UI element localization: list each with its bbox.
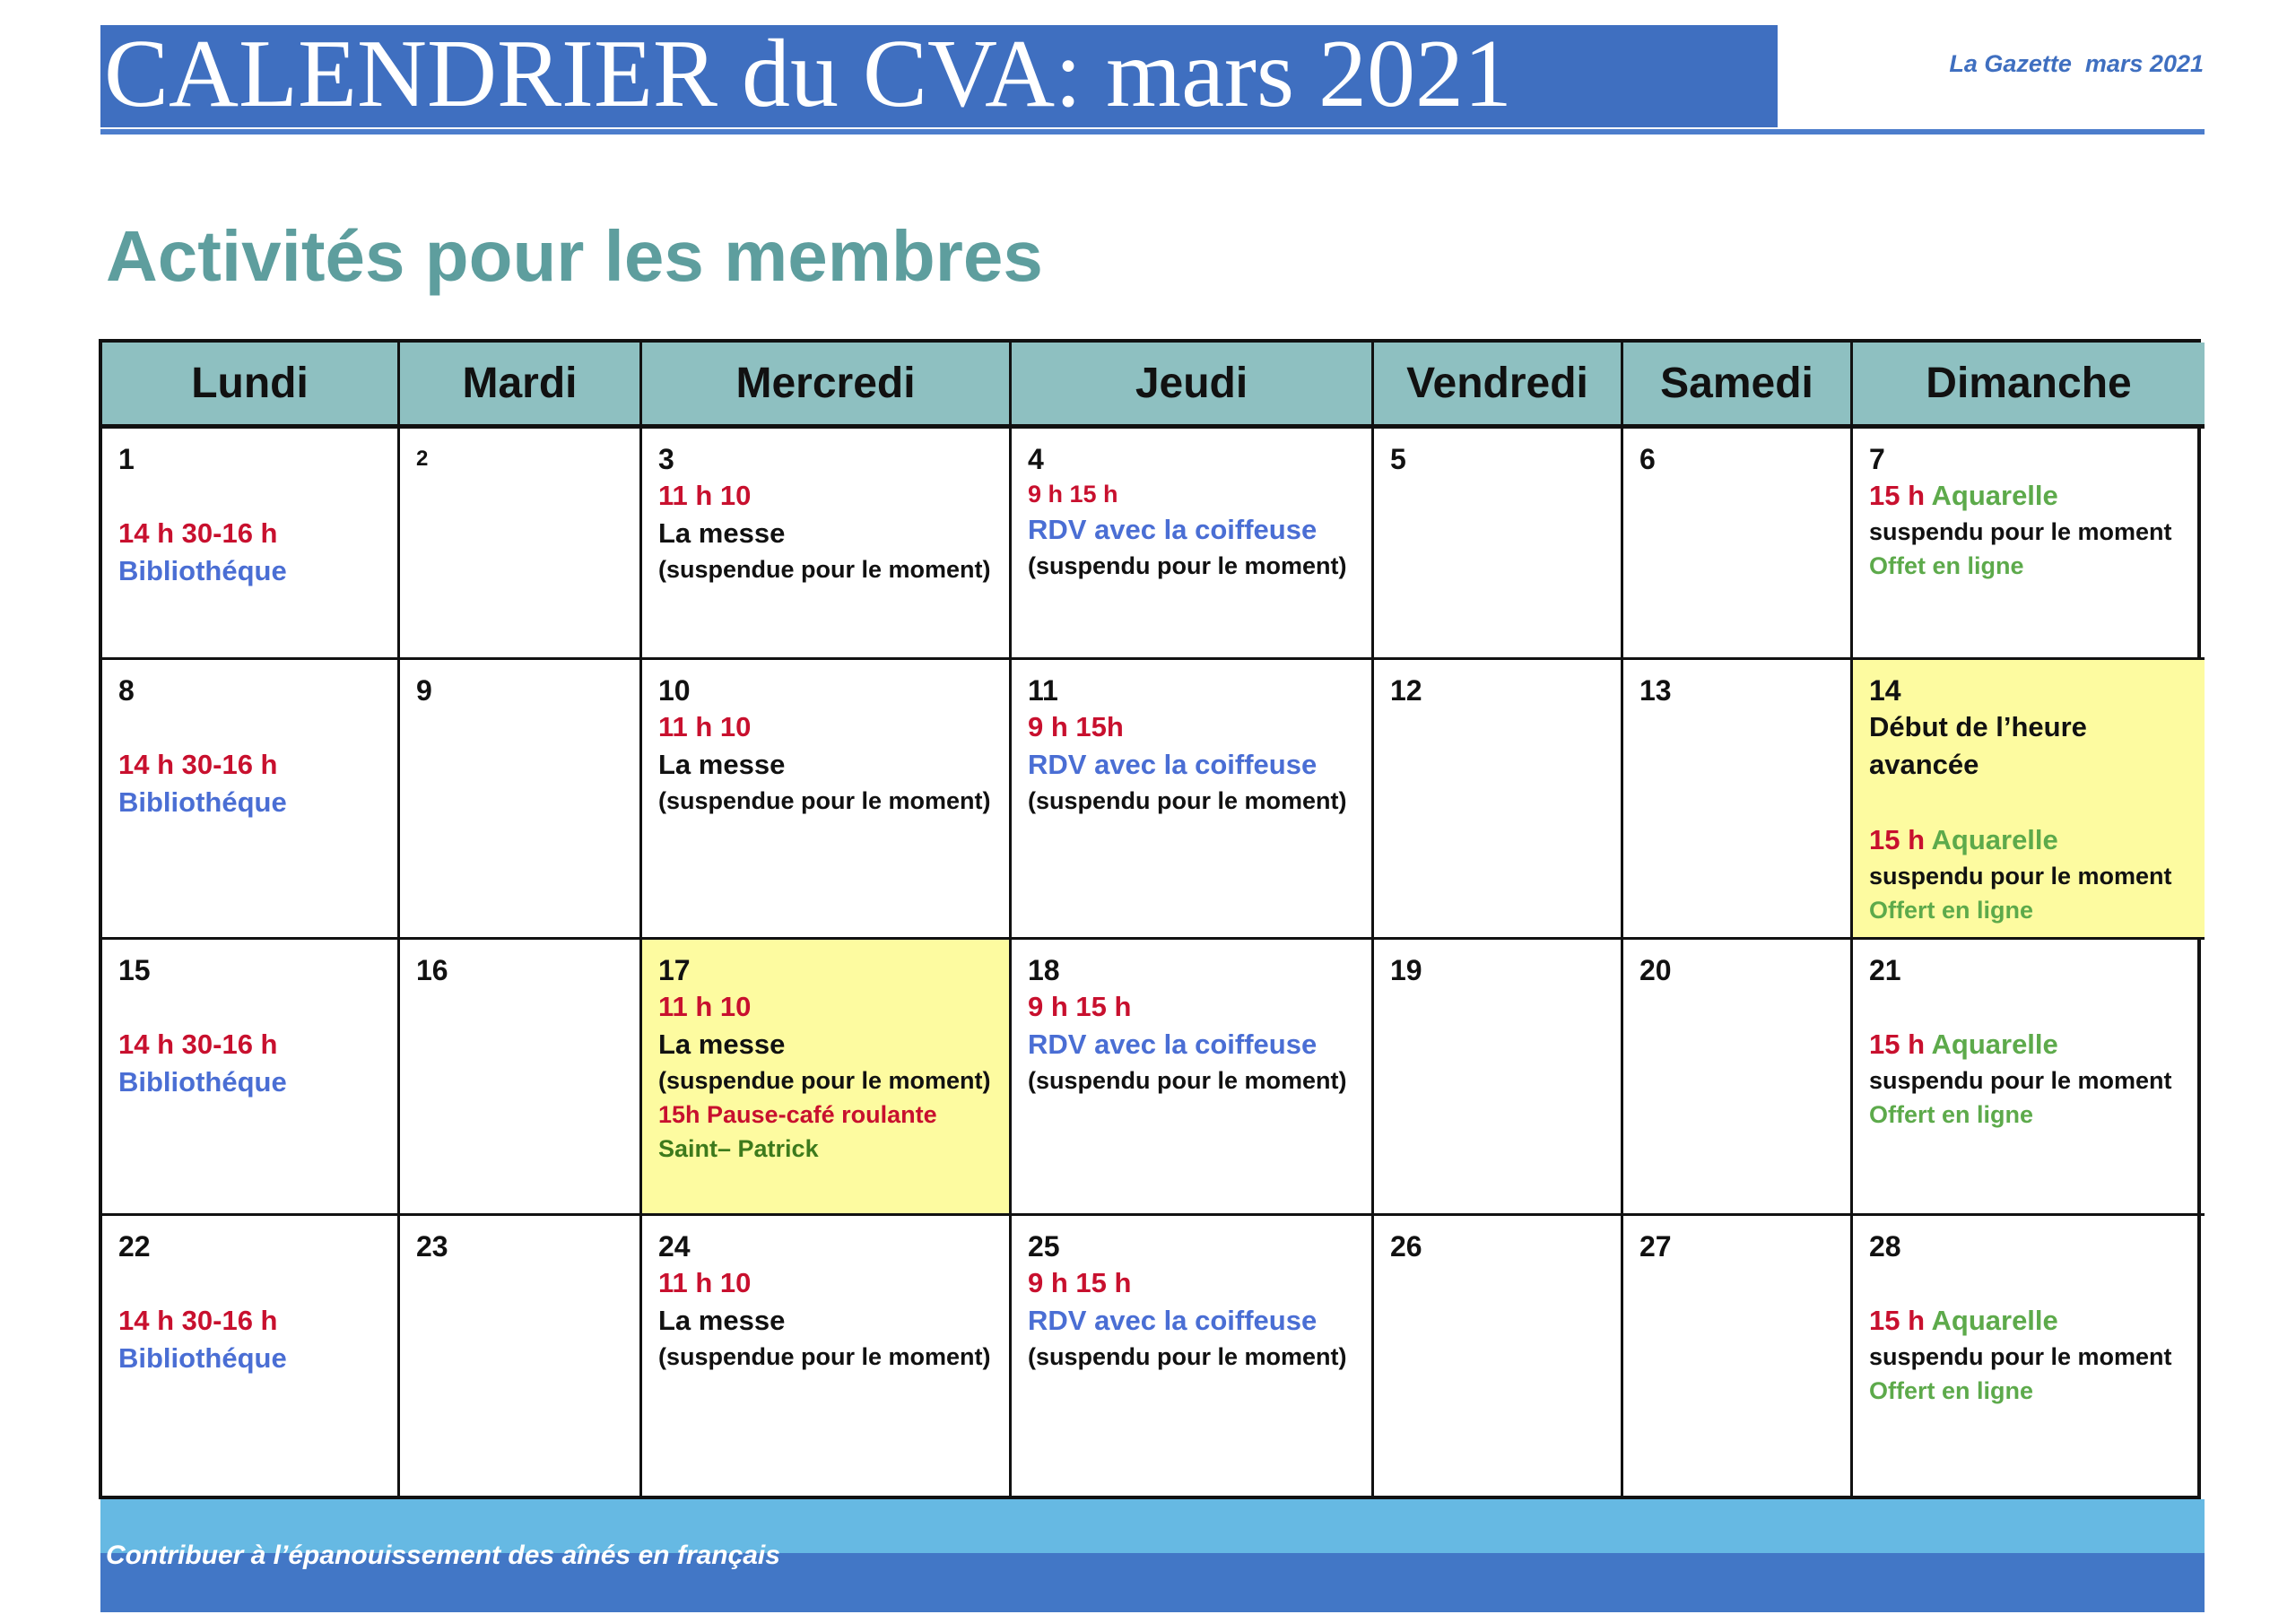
calendar-grid <box>99 339 2201 1499</box>
day-header: Dimanche <box>1853 343 2205 429</box>
event-line: Saint– Patrick <box>658 1135 819 1162</box>
spacer <box>118 1264 381 1302</box>
event-line: suspendu pour le moment <box>1869 1067 2172 1094</box>
event-line: Offet en ligne <box>1869 552 2024 579</box>
day-number: 4 <box>1028 443 1044 475</box>
event-line: (suspendu pour le moment) <box>1028 1343 1347 1370</box>
event-line: (suspendue pour le moment) <box>658 556 991 583</box>
day-number: 11 <box>1028 674 1058 707</box>
day-number: 6 <box>1639 443 1656 475</box>
day-cell <box>1623 940 1853 1216</box>
day-cell <box>1374 429 1623 660</box>
event-line <box>1869 821 2188 859</box>
gazette-label: La Gazette mars 2021 <box>1949 50 2204 77</box>
day-header: Vendredi <box>1374 343 1623 429</box>
day-number: 25 <box>1028 1230 1060 1263</box>
page-title: CALENDRIER du CVA: mars 2021 <box>104 21 1513 127</box>
event-line: 14 h 30-16 h <box>118 1028 278 1060</box>
day-cell <box>642 1216 1012 1503</box>
event-line: (suspendue pour le moment) <box>658 1343 991 1370</box>
day-number: 26 <box>1390 1230 1422 1263</box>
event-line: Bibliothéque <box>118 786 287 818</box>
event-line: suspendu pour le moment <box>1869 863 2172 890</box>
event-line: suspendu pour le moment <box>1869 1343 2172 1370</box>
event-text-part: 15 h <box>1869 1028 1932 1060</box>
day-cell <box>642 429 1012 660</box>
spacer <box>118 988 381 1026</box>
day-number: 1 <box>118 443 135 475</box>
event-line: 14 h 30-16 h <box>118 1305 278 1336</box>
spacer <box>118 708 381 746</box>
event-line: (suspendu pour le moment) <box>1028 1067 1347 1094</box>
day-cell <box>1623 1216 1853 1503</box>
day-number: 12 <box>1390 674 1422 707</box>
title-underline <box>100 129 2205 135</box>
day-cell <box>1374 940 1623 1216</box>
event-line: La messe <box>658 749 786 780</box>
event-line: La messe <box>658 1028 786 1060</box>
day-cell <box>1374 660 1623 940</box>
day-number: 27 <box>1639 1230 1672 1263</box>
event-line <box>1869 1026 2188 1063</box>
event-text-part: 15 h <box>1869 1305 1932 1336</box>
event-line: 15h Pause-café roulante <box>658 1101 937 1128</box>
spacer <box>1869 784 2188 821</box>
day-cell <box>400 660 642 940</box>
event-line: 9 h 15 h <box>1028 1267 1132 1298</box>
event-line: 9 h 15 h <box>1028 481 1118 508</box>
day-cell <box>1623 660 1853 940</box>
day-number: 14 <box>1869 674 1901 707</box>
day-cell <box>1853 429 2205 660</box>
day-cell <box>1012 660 1374 940</box>
day-cell <box>1853 940 2205 1216</box>
day-cell <box>1012 1216 1374 1503</box>
day-number: 18 <box>1028 954 1060 986</box>
day-header: Jeudi <box>1012 343 1374 429</box>
day-number: 24 <box>658 1230 691 1263</box>
event-line: 14 h 30-16 h <box>118 749 278 780</box>
event-line: 14 h 30-16 h <box>118 517 278 549</box>
day-cell <box>1012 429 1374 660</box>
day-cell <box>642 940 1012 1216</box>
day-header: Mardi <box>400 343 642 429</box>
event-line: Offert en ligne <box>1869 897 2034 924</box>
day-header: Lundi <box>102 343 400 429</box>
event-line: suspendu pour le moment <box>1869 518 2172 545</box>
day-cell <box>1853 660 2205 940</box>
event-line: (suspendu pour le moment) <box>1028 787 1347 814</box>
spacer <box>1869 988 2188 1026</box>
day-cell <box>1374 1216 1623 1503</box>
day-number: 3 <box>658 443 674 475</box>
day-cell <box>1623 429 1853 660</box>
day-cell <box>400 429 642 660</box>
event-line: RDV avec la coiffeuse <box>1028 1305 1318 1336</box>
event-line <box>1869 1302 2188 1340</box>
event-line: La messe <box>658 1305 786 1336</box>
event-line: RDV avec la coiffeuse <box>1028 749 1318 780</box>
event-line: 11 h 10 <box>658 480 752 511</box>
day-number: 16 <box>416 954 448 986</box>
day-number: 5 <box>1390 443 1406 475</box>
day-cell <box>1012 940 1374 1216</box>
day-number: 21 <box>1869 954 1901 986</box>
day-number: 15 <box>118 954 151 986</box>
day-number: 13 <box>1639 674 1672 707</box>
event-line: RDV avec la coiffeuse <box>1028 514 1318 545</box>
section-subtitle: Activités pour les membres <box>106 216 1043 296</box>
event-line: Offert en ligne <box>1869 1101 2034 1128</box>
day-number: 28 <box>1869 1230 1901 1263</box>
day-number: 7 <box>1869 443 1885 475</box>
event-line: La messe <box>658 517 786 549</box>
day-header: Mercredi <box>642 343 1012 429</box>
day-number: 9 <box>416 674 432 707</box>
footer-tagline: Contribuer à l’épanouissement des aînés en français <box>106 1541 780 1570</box>
event-line: avancée <box>1869 749 1979 780</box>
event-line: 9 h 15h <box>1028 711 1124 742</box>
event-line: 11 h 10 <box>658 991 752 1022</box>
event-text-part: Aquarelle <box>1931 1305 2058 1336</box>
event-text-part: Aquarelle <box>1931 1028 2058 1060</box>
event-text-part: 15 h <box>1869 824 1932 855</box>
spacer <box>1869 1264 2188 1302</box>
event-line: 11 h 10 <box>658 1267 752 1298</box>
day-number: 17 <box>658 954 691 986</box>
day-cell <box>400 1216 642 1503</box>
day-number: 23 <box>416 1230 448 1263</box>
event-line: Bibliothéque <box>118 1066 287 1098</box>
day-cell <box>642 660 1012 940</box>
event-line: Début de l’heure <box>1869 711 2087 742</box>
day-cell <box>400 940 642 1216</box>
event-text-part: 15 h <box>1869 480 1932 511</box>
event-line: Bibliothéque <box>118 1342 287 1374</box>
day-number: 22 <box>118 1230 151 1263</box>
day-number: 19 <box>1390 954 1422 986</box>
day-number: 8 <box>118 674 135 707</box>
day-cell <box>1853 1216 2205 1503</box>
event-line: Bibliothéque <box>118 555 287 586</box>
day-cell <box>102 660 400 940</box>
event-text-part: Aquarelle <box>1931 824 2058 855</box>
spacer <box>118 477 381 515</box>
day-header: Samedi <box>1623 343 1853 429</box>
day-cell <box>102 429 400 660</box>
event-line: 11 h 10 <box>658 711 752 742</box>
day-cell <box>102 940 400 1216</box>
event-line: 9 h 15 h <box>1028 991 1132 1022</box>
day-number: 20 <box>1639 954 1672 986</box>
day-number: 2 <box>416 447 429 471</box>
event-line: (suspendu pour le moment) <box>1028 552 1347 579</box>
event-line: (suspendue pour le moment) <box>658 787 991 814</box>
event-text-part: Aquarelle <box>1931 480 2058 511</box>
day-cell <box>102 1216 400 1503</box>
event-line: (suspendue pour le moment) <box>658 1067 991 1094</box>
event-line <box>1869 477 2188 515</box>
event-line: Offert en ligne <box>1869 1377 2034 1404</box>
day-number: 10 <box>658 674 691 707</box>
event-line: RDV avec la coiffeuse <box>1028 1028 1318 1060</box>
